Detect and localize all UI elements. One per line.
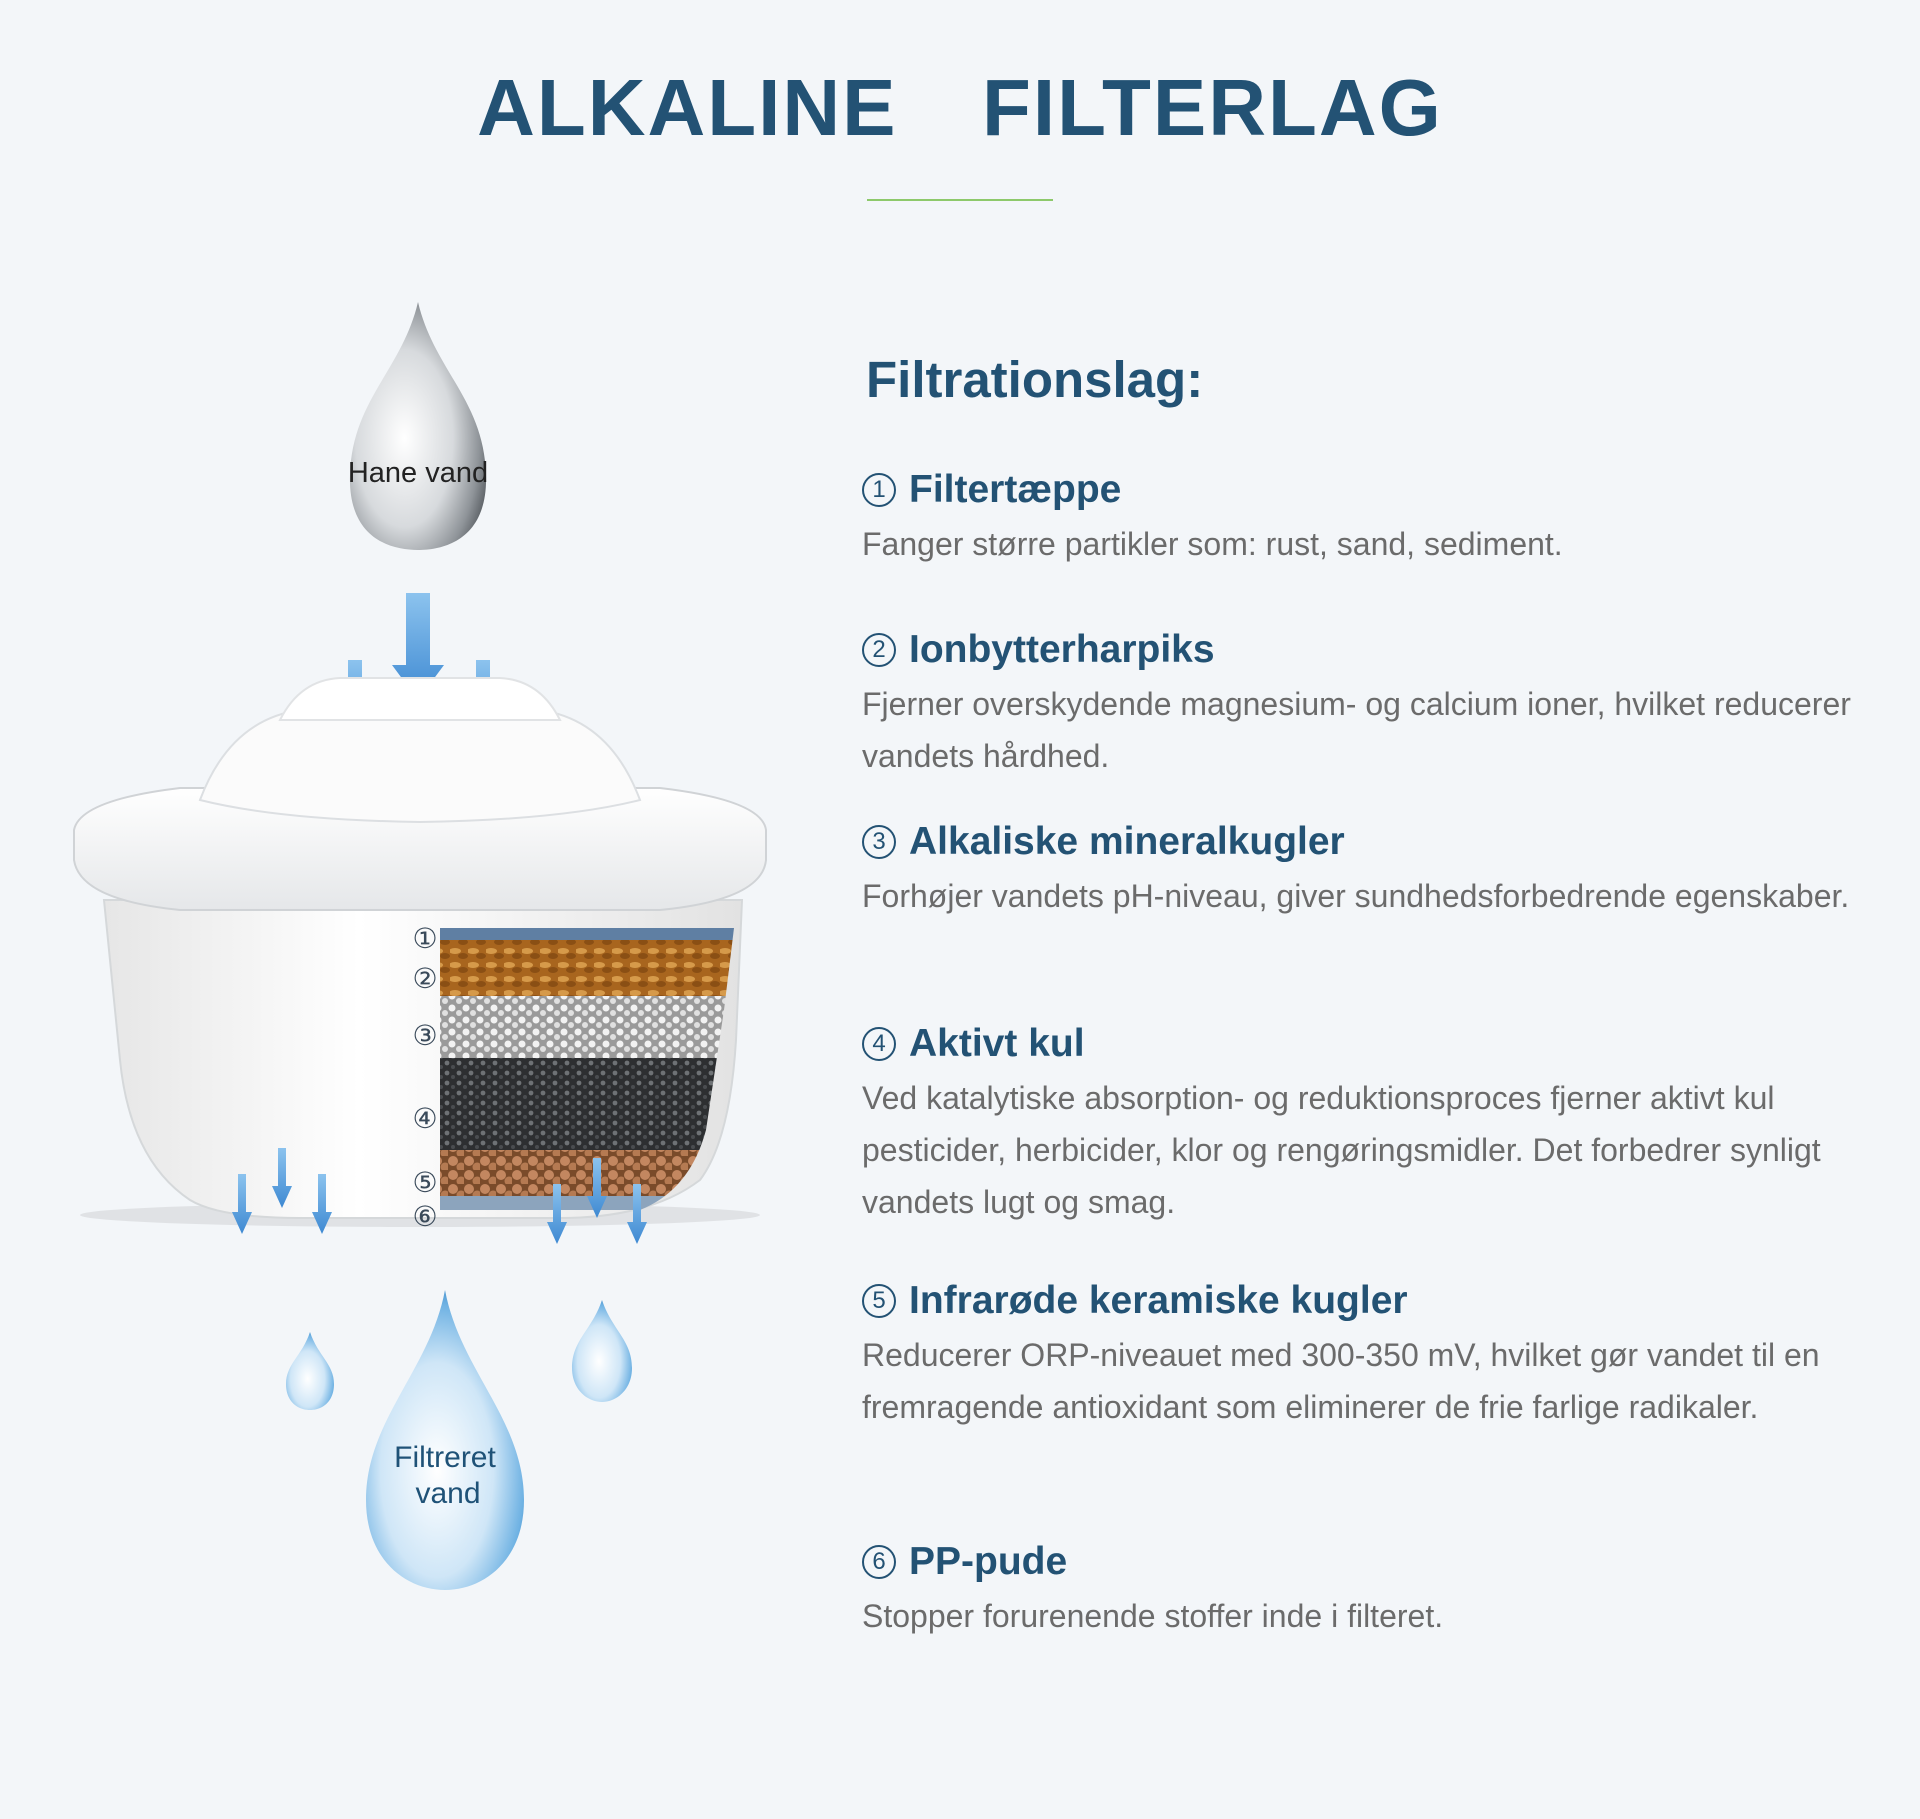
layer-number-badge: 3 <box>862 825 896 859</box>
layer-description: Reducerer ORP-niveauet med 300-350 mV, hvilket gør vandet til en fremragende antioxidant som eliminerer de frie farlige radikaler. <box>862 1337 1820 1425</box>
layer-2-resin <box>440 940 740 996</box>
filter-illustration <box>0 260 830 1660</box>
layer-description: Forhøjer vandets pH-niveau, giver sundhedsforbedrende egenskaber. <box>862 878 1850 914</box>
output-water-label-line1: Filtreret <box>394 1441 496 1474</box>
layer-name: Aktivt kul <box>909 1022 1085 1065</box>
layer-name: Alkaliske mineralkugler <box>909 820 1345 863</box>
layer-number-badge: 1 <box>862 473 896 507</box>
layer-marker-1: ① <box>412 922 438 955</box>
layer-marker-2: ② <box>412 962 438 995</box>
title-divider <box>867 199 1053 201</box>
main-output-drop <box>366 1290 524 1590</box>
layers-heading: Filtrationslag: <box>866 351 1204 408</box>
layer-marker-5: ⑤ <box>412 1166 438 1199</box>
layer-description: Fjerner overskydende magnesium- og calcium ioner, hvilket reducerer vandets hårdhed. <box>862 686 1851 774</box>
output-water-drops <box>286 1290 632 1590</box>
layer-item-5 <box>862 1279 1882 1433</box>
layer-item-3 <box>862 820 1882 922</box>
page-title: ALKALINE FILTERLAG <box>477 63 1443 152</box>
filtration-layers-panel <box>862 350 1882 1634</box>
layer-number-badge: 5 <box>862 1284 896 1318</box>
small-drop-left <box>286 1332 334 1410</box>
layer-number-badge: 2 <box>862 633 896 667</box>
layer-description: Stopper forurenende stoffer inde i filteret. <box>862 1598 1444 1634</box>
input-water-drop <box>348 302 488 550</box>
layer-4-activated-carbon <box>440 1058 740 1150</box>
small-drop-right <box>572 1300 632 1402</box>
layer-1-filter-mat <box>440 928 740 940</box>
input-water-label: Hane vand <box>347 457 489 489</box>
layer-marker-3: ③ <box>412 1019 438 1052</box>
layer-3-mineral-balls <box>440 996 740 1058</box>
layer-number-badge: 6 <box>862 1545 896 1579</box>
layer-number-badge: 4 <box>862 1027 896 1061</box>
layer-item-6 <box>862 1540 1882 1642</box>
filter-diagram <box>0 260 830 1660</box>
layer-name: Ionbytterharpiks <box>909 628 1215 671</box>
layer-item-4 <box>862 1022 1882 1228</box>
layer-name: Infrarøde keramiske kugler <box>909 1279 1408 1322</box>
layer-description: Fanger større partikler som: rust, sand, sediment. <box>862 526 1563 562</box>
layer-item-1 <box>862 468 1882 570</box>
layer-description: Ved katalytiske absorption- og reduktionsproces fjerner aktivt kul pesticider, herbicider, klor og rengøringsmidler. Det forbedrer synligt vandets lugt og smag. <box>862 1080 1821 1220</box>
layer-name: Filtertæppe <box>909 468 1122 511</box>
layer-name: PP-pude <box>909 1540 1068 1583</box>
layer-marker-4: ④ <box>412 1102 438 1135</box>
layer-item-2 <box>862 628 1882 782</box>
layer-marker-6: ⑥ <box>412 1200 438 1233</box>
output-water-label-line2: vand <box>415 1477 481 1510</box>
